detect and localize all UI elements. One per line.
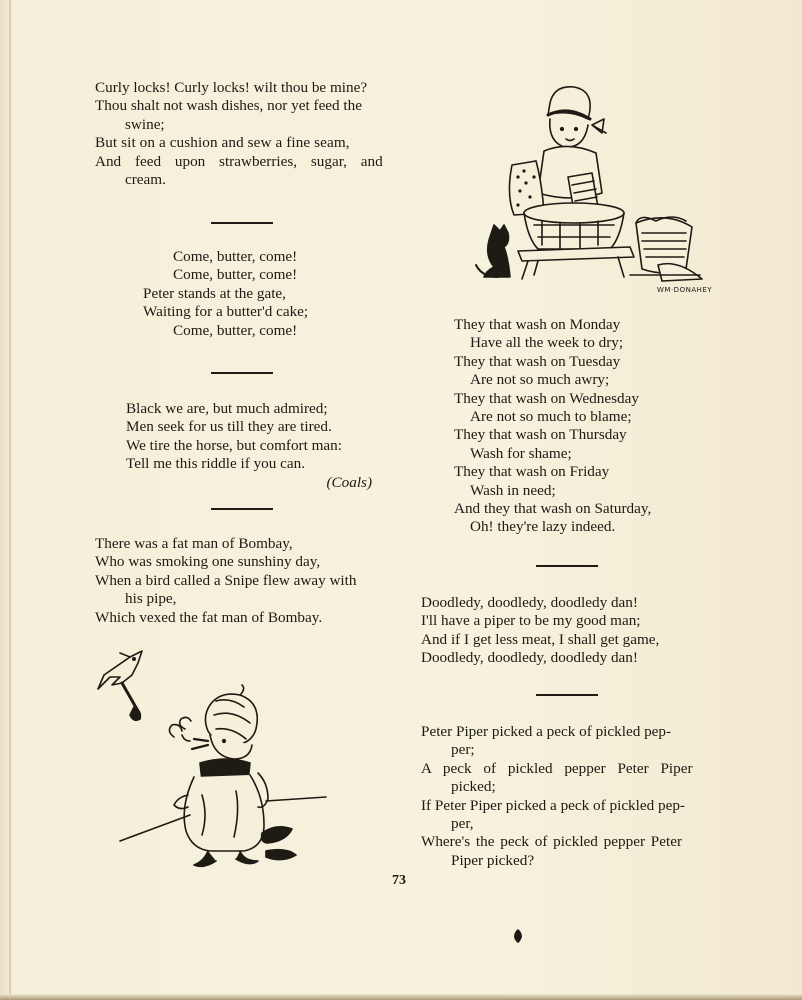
poem-line: We tire the horse, but comfort man: (126, 436, 342, 454)
poem-line: Waiting for a butter'd cake; (143, 303, 309, 321)
poem-doodledy (421, 594, 716, 668)
poem-peter-piper (421, 723, 716, 870)
poem-wash-days (454, 316, 694, 537)
poem-line: picked; (451, 778, 496, 796)
poem-line: Tell me this riddle if you can. (126, 455, 306, 473)
poem-line: And they that wash on Saturday, (454, 500, 652, 518)
poem-line: Who was smoking one sunshiny day, (95, 553, 321, 571)
poem-line: Peter stands at the gate, (143, 284, 286, 302)
poem-line: But sit on a cushion and sew a fine seam, (95, 134, 350, 152)
poem-line: Oh! they're lazy indeed. (470, 518, 616, 536)
section-divider (211, 372, 273, 374)
poem-line: Wash for shame; (470, 444, 572, 462)
page-number: 73 (392, 873, 406, 888)
riddle-answer: (Coals) (326, 473, 372, 491)
poem-line: They that wash on Thursday (454, 426, 627, 444)
poem-line: When a bird called a Snipe flew away with (95, 571, 357, 589)
poem-line: cream. (125, 171, 166, 189)
poem-line: Doodledy, doodledy, doodledy dan! (421, 594, 638, 611)
washer-girl-illustration (468, 85, 718, 290)
section-divider (536, 565, 598, 567)
poem-line: per, (451, 815, 474, 833)
section-divider (211, 508, 273, 510)
poem-line: Are not so much awry; (470, 371, 610, 389)
illustrator-signature: WM·DONAHEY (657, 286, 713, 294)
poem-line: Which vexed the fat man of Bombay. (95, 608, 323, 626)
poem-man-of-bombay (95, 535, 391, 627)
poem-line: Come, butter, come! (173, 266, 298, 284)
section-divider (536, 694, 598, 696)
poem-line: Where's the peck of pickled pepper Peter (421, 833, 682, 851)
poem-line: A peck of pickled pepper Peter Piper (421, 759, 693, 777)
poem-line: Come, butter, come! (173, 321, 298, 339)
poem-line: They that wash on Tuesday (454, 352, 621, 370)
page-bottom-edge (0, 994, 802, 1000)
poem-line: Curly locks! Curly locks! wilt thou be mine? (95, 79, 368, 96)
page-spine-shadow (9, 0, 11, 1000)
poem-line: There was a fat man of Bombay, (95, 535, 293, 552)
poem-line: I'll have a piper to be my good man; (421, 612, 641, 630)
poem-curly-locks (95, 79, 391, 189)
poem-coals-riddle (126, 400, 376, 492)
fat-man-smoking-illustration (90, 645, 330, 870)
poem-line: Wash in need; (470, 481, 556, 499)
poem-line: They that wash on Monday (454, 316, 621, 333)
poem-line: per; (451, 741, 475, 759)
poem-line: Piper picked? (451, 851, 535, 869)
poem-line: Doodledy, doodledy, doodledy dan! (421, 649, 638, 667)
poem-line: Come, butter, come! (173, 248, 298, 265)
poem-line: Are not so much to blame; (470, 408, 632, 426)
poem-line: And if I get less meat, I shall get game, (421, 630, 660, 648)
ink-blot-mark (512, 928, 524, 944)
poem-line: swine; (125, 115, 165, 133)
poem-line: They that wash on Friday (454, 463, 610, 481)
poem-line: Thou shalt not wash dishes, nor yet feed the (95, 97, 362, 115)
poem-line: his pipe, (125, 590, 177, 608)
poem-line: Have all the week to dry; (470, 334, 624, 352)
poem-line: And feed upon strawberries, sugar, and (95, 152, 383, 170)
poem-come-butter (143, 248, 383, 340)
poem-line: If Peter Piper picked a peck of pickled pep- (421, 796, 685, 814)
poem-line: Men seek for us till they are tired. (126, 418, 332, 436)
section-divider (211, 222, 273, 224)
poem-line: Peter Piper picked a peck of pickled pep- (421, 723, 672, 740)
poem-line: They that wash on Wednesday (454, 389, 639, 407)
poem-line: Black we are, but much admired; (126, 400, 328, 417)
